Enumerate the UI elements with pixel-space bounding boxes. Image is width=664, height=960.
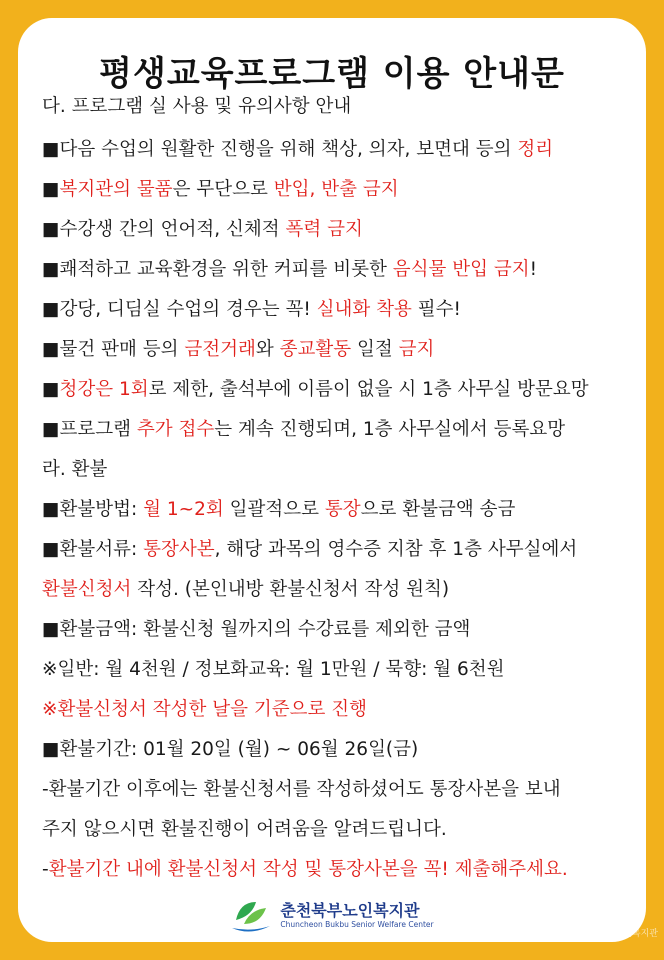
notice-line bbox=[42, 618, 470, 642]
watermark bbox=[580, 926, 658, 939]
body-text: ■환불방법: bbox=[42, 499, 144, 520]
notice-line bbox=[42, 218, 363, 242]
emphasis-text: 음식물 반입 금지 bbox=[392, 259, 530, 280]
footer bbox=[18, 898, 646, 938]
org-logo bbox=[230, 898, 433, 934]
body-text: 일절 bbox=[351, 339, 399, 360]
notice-line bbox=[42, 138, 553, 162]
emphasis-text: 폭력 금지 bbox=[285, 219, 363, 240]
body-text: - bbox=[42, 859, 49, 880]
emphasis-text: 월 1~2회 bbox=[143, 499, 224, 520]
emphasis-text: 실내화 착용 bbox=[316, 299, 412, 320]
body-text: ■환불서류: bbox=[42, 539, 144, 560]
body-text: 라. 환불 bbox=[42, 459, 108, 480]
emphasis-text: 환불기간 내에 환불신청서 작성 및 통장사본을 꼭! 제출해주세요. bbox=[48, 859, 568, 880]
emphasis-text: 추가 접수 bbox=[136, 419, 215, 440]
body-text: 다. 프로그램 실 사용 및 유의사항 안내 bbox=[42, 96, 352, 117]
notice-line bbox=[42, 698, 367, 722]
body-text: , 해당 과목의 영수증 지참 후 1층 사무실에서 bbox=[214, 539, 578, 560]
emphasis-text: 종교활동 bbox=[279, 339, 352, 360]
emphasis-text: ※환불신청서 작성한 날을 기준으로 진행 bbox=[42, 699, 367, 720]
body-text: 으로 환불금액 송금 bbox=[360, 499, 516, 520]
body-text: ■쾌적하고 교육환경을 위한 커피를 비롯한 bbox=[42, 259, 393, 280]
notice-line bbox=[42, 778, 561, 802]
notice-line bbox=[42, 298, 461, 322]
emphasis-text: 통장사본 bbox=[143, 539, 215, 560]
body-text: ■환불금액: 환불신청 월까지의 수강료를 제외한 금액 bbox=[42, 619, 471, 640]
body-text: ■강당, 디딤실 수업의 경우는 꼭! bbox=[42, 299, 317, 320]
notice-line bbox=[42, 498, 515, 522]
body-text: ※일반: 월 4천원 / 정보화교육: 월 1만원 / 묵향: 월 6천원 bbox=[42, 659, 505, 680]
notice-line bbox=[42, 338, 434, 362]
body-text: ■프로그램 bbox=[42, 419, 137, 440]
org-name-english: Chuncheon Bukbu Senior Welfare Center bbox=[280, 920, 434, 929]
notice-line bbox=[42, 738, 418, 762]
body-text: -환불기간 이후에는 환불신청서를 작성하셨어도 통장사본을 보내 bbox=[42, 779, 561, 800]
body-text: ■다음 수업의 원활한 진행을 위해 책상, 의자, 보면대 등의 bbox=[42, 139, 518, 160]
body-text: ■ bbox=[42, 379, 60, 400]
emphasis-text: 금전거래 bbox=[184, 339, 256, 360]
body-text: 는 계속 진행되며, 1층 사무실에서 등록요망 bbox=[214, 419, 566, 440]
org-name-korean: 춘천북부노인복지관 bbox=[280, 901, 420, 920]
body-text: ■수강생 간의 언어적, 신체적 bbox=[42, 219, 286, 240]
notice-card bbox=[18, 18, 646, 942]
notice-line bbox=[42, 818, 447, 842]
notice-line bbox=[42, 418, 565, 442]
body-text: 일괄적으로 bbox=[223, 499, 325, 520]
body-text: 필수! bbox=[411, 299, 461, 320]
emphasis-text: 환불신청서 bbox=[42, 579, 132, 600]
body-text: 로 제한, 출석부에 이름이 없을 시 1층 사무실 방문요망 bbox=[148, 379, 589, 400]
notice-line bbox=[42, 178, 399, 202]
emphasis-text: 정리 bbox=[517, 139, 554, 160]
notice-title: 평생교육프로그램 이용 안내문 bbox=[99, 54, 565, 94]
body-text: 주지 않으시면 환불진행이 어려움을 알려드립니다. bbox=[42, 819, 447, 840]
notice-line bbox=[42, 658, 504, 682]
emphasis-text: 금지 bbox=[398, 339, 435, 360]
notice-line bbox=[42, 458, 107, 482]
emphasis-text: 통장 bbox=[324, 499, 361, 520]
notice-line bbox=[42, 258, 537, 282]
emphasis-text: 반입, 반출 금지 bbox=[273, 179, 399, 200]
body-text: 작성. (본인내방 환불신청서 작성 원칙) bbox=[131, 579, 450, 600]
watermark-korean: 춘천북부노인복지관 bbox=[579, 929, 658, 939]
body-text: 와 bbox=[255, 339, 280, 360]
emphasis-text: 청강은 1회 bbox=[59, 379, 149, 400]
body-text: 은 무단으로 bbox=[172, 179, 274, 200]
body-text: ■ bbox=[42, 179, 60, 200]
notice-line bbox=[42, 538, 577, 562]
body-text: ! bbox=[529, 259, 537, 280]
notice-line bbox=[42, 378, 589, 402]
notice-line bbox=[42, 858, 568, 882]
notice-line bbox=[42, 578, 449, 602]
body-text: ■물건 판매 등의 bbox=[42, 339, 185, 360]
notice-line bbox=[42, 95, 351, 119]
emphasis-text: 복지관의 물품 bbox=[59, 179, 173, 200]
leaf-logo-icon bbox=[230, 898, 272, 934]
notice-body bbox=[18, 18, 646, 942]
body-text: ■환불기간: 01월 20일 (월) ~ 06월 26일(금) bbox=[42, 739, 419, 760]
